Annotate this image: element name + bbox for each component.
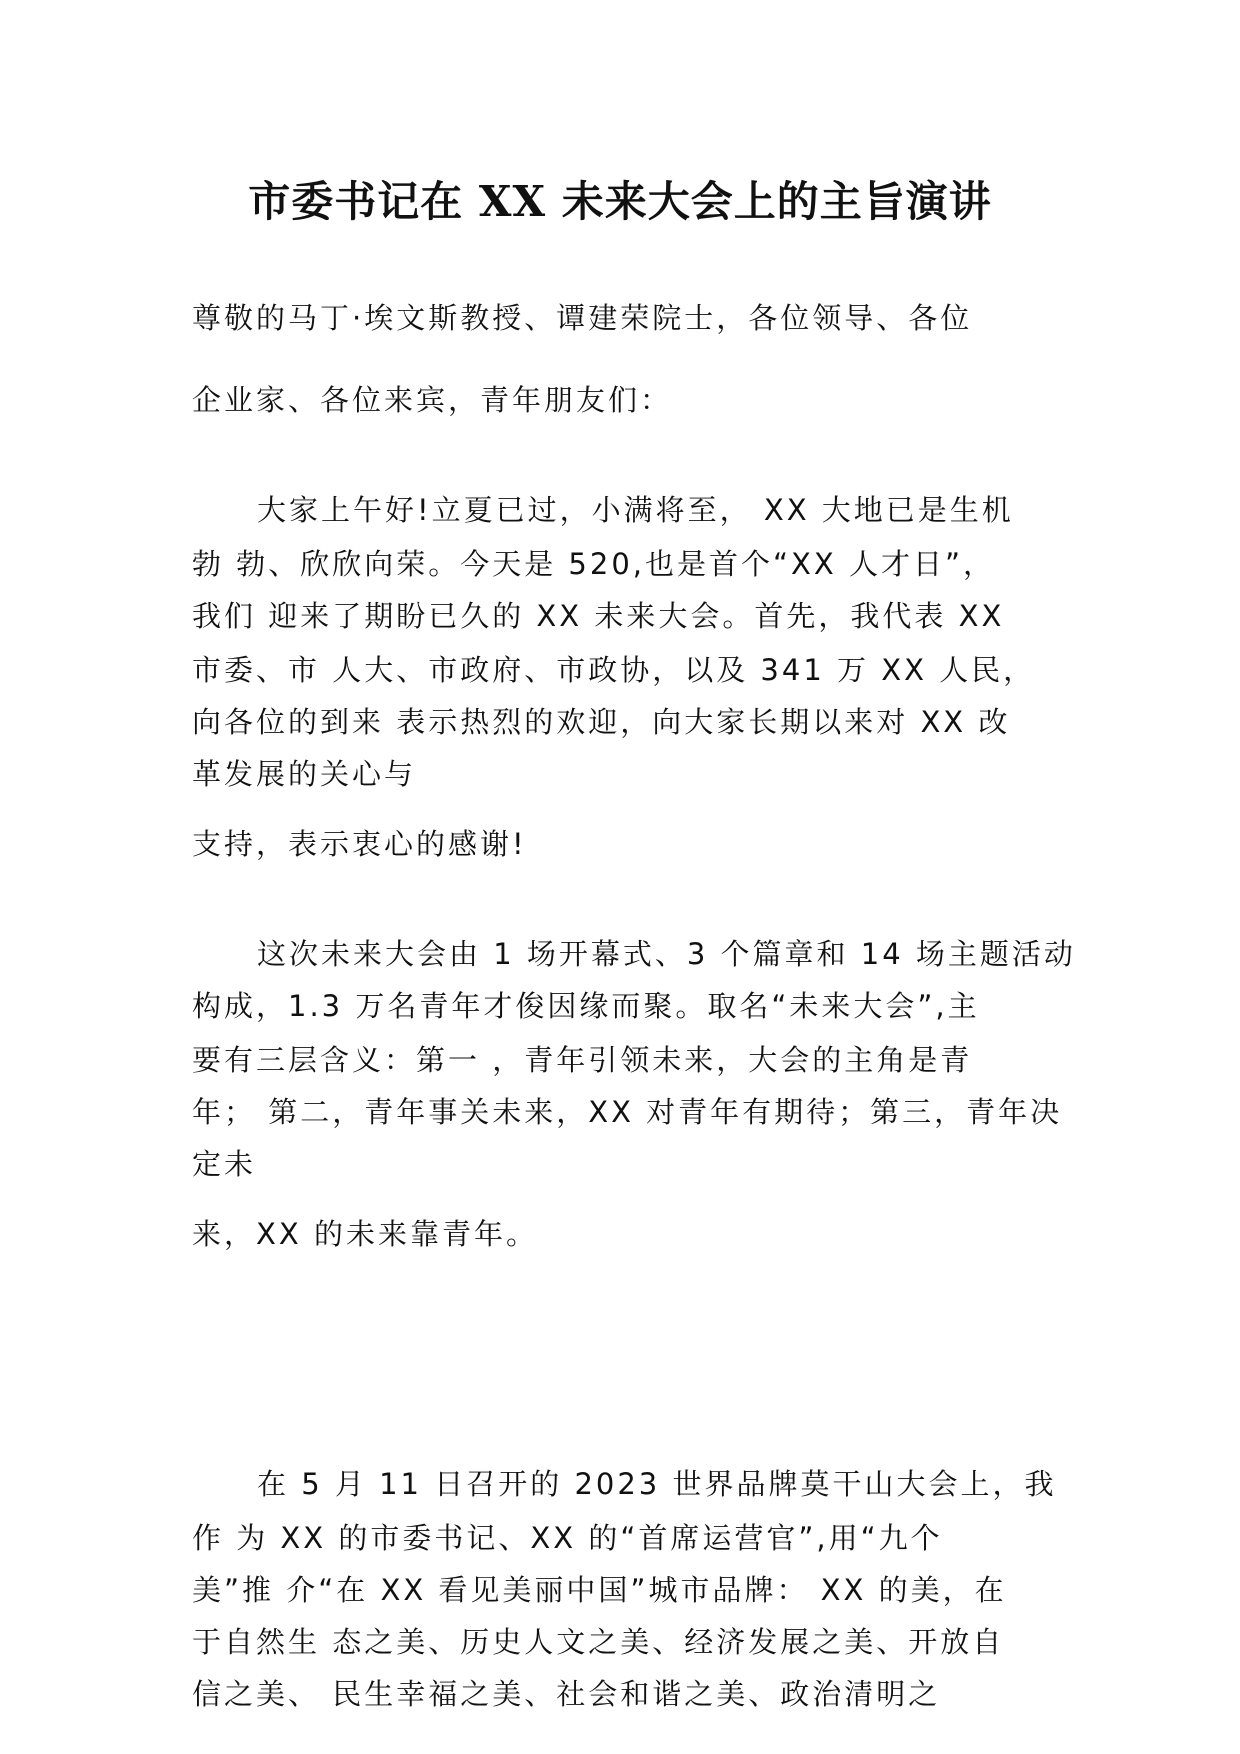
- paragraph-2-line-6: 来，XX 的未来靠青年。: [192, 1217, 538, 1251]
- paragraph-2-line-2: 构成，1.3 万名青年才俊因缘而聚。取名“未来大会”,主: [192, 989, 980, 1023]
- paragraph-3-line-2: 作 为 XX 的市委书记、XX 的“首席运营官”,用“九个: [192, 1521, 943, 1555]
- paragraph-3-line-4: 于自然生 态之美、历史人文之美、经济发展之美、开放自: [192, 1625, 1005, 1659]
- paragraph-1-line-5: 向各位的到来 表示热烈的欢迎，向大家长期以来对 XX 改: [192, 705, 1011, 739]
- paragraph-1-line-7: 支持，表示衷心的感谢!: [192, 827, 527, 861]
- paragraph-2-line-3: 要有三层含义：第一 ，青年引领未来，大会的主角是青: [192, 1043, 973, 1077]
- paragraph-1-line-1: 大家上午好!立夏已过，小满将至， XX 大地已是生机: [257, 493, 1014, 527]
- paragraph-1-line-3: 我们 迎来了期盼已久的 XX 未来大会。首先，我代表 XX: [192, 599, 1005, 633]
- paragraph-2-line-1: 这次未来大会由 1 场开幕式、3 个篇章和 14 场主题活动: [257, 937, 1076, 971]
- greeting-line-2: 企业家、各位来宾，青年朋友们：: [192, 383, 673, 417]
- paragraph-3-line-1: 在 5 月 11 日召开的 2023 世界品牌莫干山大会上，我: [257, 1467, 1057, 1501]
- paragraph-1-line-4: 市委、市 人大、市政府、市政协，以及 341 万 XX 人民，: [192, 653, 1036, 687]
- paragraph-2-line-5: 定未: [192, 1147, 257, 1181]
- paragraph-3-line-3: 美”推 介“在 XX 看见美丽中国”城市品牌： XX 的美，在: [192, 1573, 1007, 1607]
- greeting-line-1: 尊敬的马丁·埃文斯教授、谭建荣院士，各位领导、各位: [192, 301, 973, 335]
- paragraph-1-line-2: 勃 勃、欣欣向荣。今天是 520,也是首个“XX 人才日”，: [192, 547, 996, 581]
- paragraph-3-line-5: 信之美、 民生幸福之美、社会和谐之美、政治清明之: [192, 1677, 941, 1711]
- paragraph-2-line-4: 年； 第二，青年事关未来，XX 对青年有期待；第三，青年决: [192, 1095, 1063, 1129]
- document-title: 市委书记在 XX 未来大会上的主旨演讲: [248, 177, 992, 226]
- paragraph-1-line-6: 革发展的关心与: [192, 757, 417, 791]
